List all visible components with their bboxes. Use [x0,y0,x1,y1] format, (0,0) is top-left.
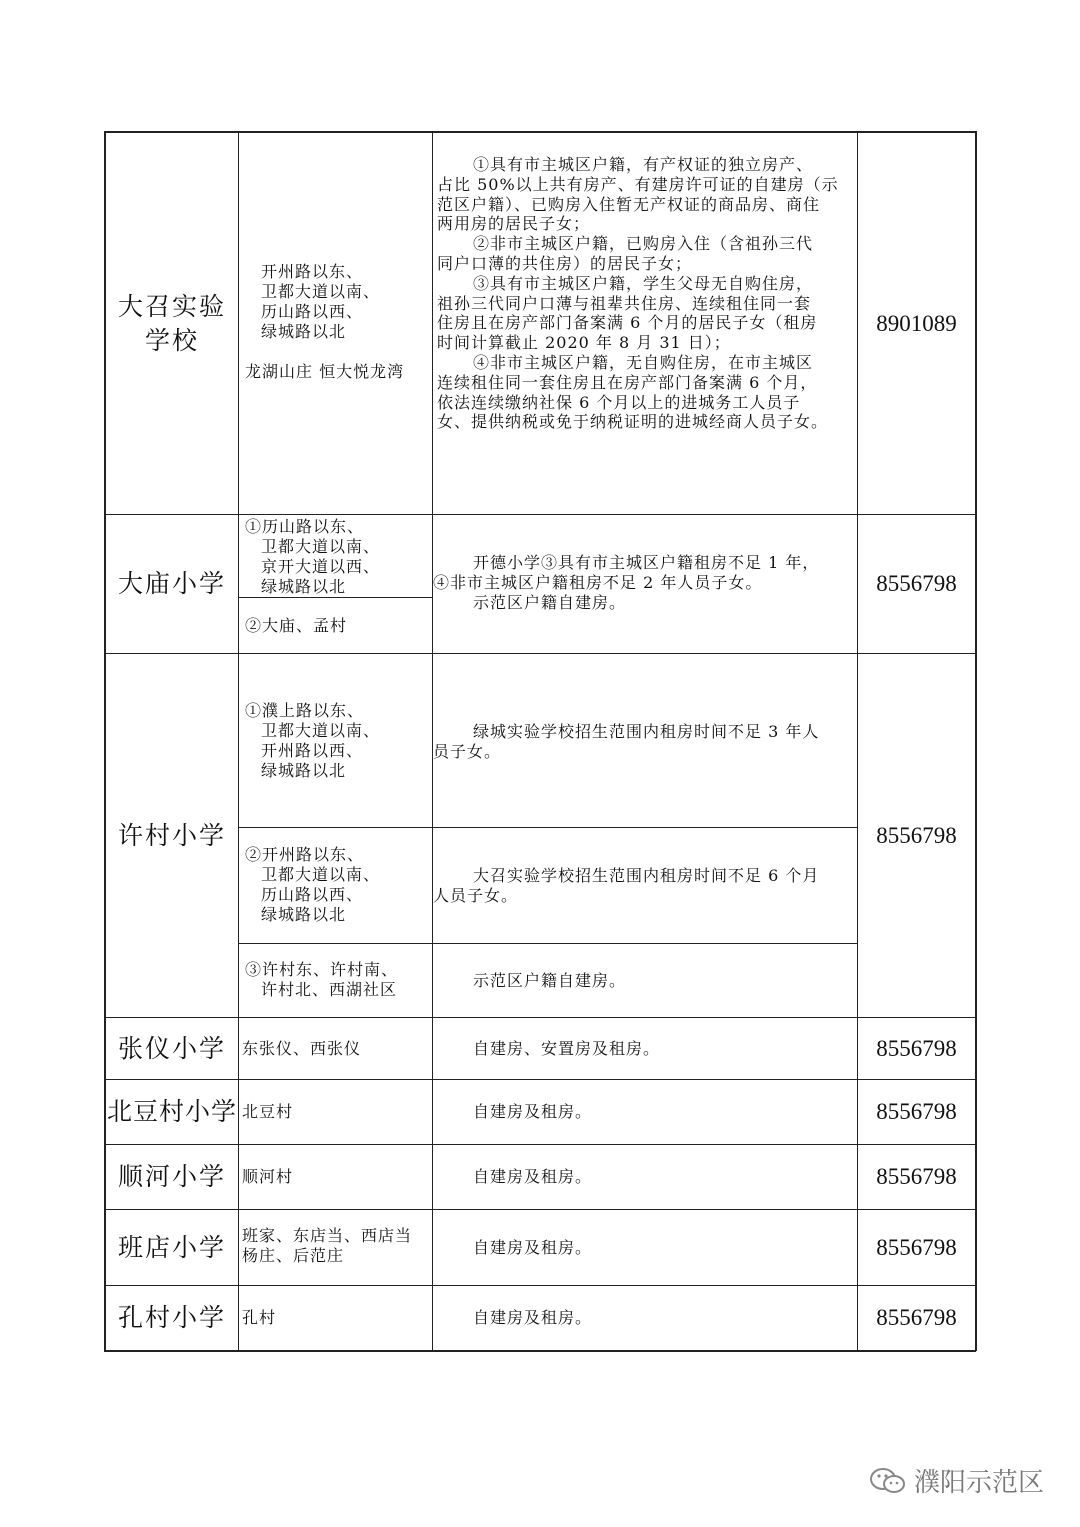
enrollment-policy [433,722,857,767]
enrollment-area [239,598,432,653]
policy-line: 两用房的居民子女； [437,214,591,234]
policy-line: ①具有市主城区户籍，有产权证的独立房产、 [473,155,814,174]
enrollment-area [239,517,432,597]
enrollment-policy [433,1210,857,1285]
policy-line: 时间计算截止 2020 年 8 月 31 日）； [437,333,731,353]
area-line: ②大庙、孟村 [245,615,348,635]
contact-phone: 8901089 [876,310,957,336]
policy-line: 开德小学③具有市主城区户籍租房不足 1 年， [473,553,820,572]
enrollment-area [239,845,432,935]
enrollment-area [239,1226,432,1271]
school-name: 孔村小学 [117,1303,226,1332]
policy-line: 人员子女。 [433,885,519,905]
area-line: 杨庄、后范庄 [242,1246,345,1265]
area-line: 卫都大道以南、 [261,721,381,740]
watermark [868,1462,1044,1499]
enrollment-policy [433,944,857,1017]
area-line: 北豆村 [242,1102,294,1121]
area-line: 卫都大道以南、 [261,537,381,556]
policy-line: 示范区户籍自建房。 [473,592,627,612]
area-line: 许村北、西湖社区 [261,980,398,999]
policy-line: 员子女。 [433,741,502,761]
area-line: 开州路以东、 [261,262,364,281]
table-border-bottom [104,1350,976,1352]
area-line: 顺河村 [242,1167,294,1186]
sub-row-divider [238,827,857,828]
area-line: 班家、东店当、西店当 [242,1226,413,1245]
policy-line: ④非市主城区户籍租房不足 2 年人员子女。 [433,572,763,592]
enrollment-area [239,262,432,402]
enrollment-policy [433,1080,857,1144]
policy-line: 祖孙三代同户口薄与祖辈共住房、连续租住同一套 [437,293,812,313]
area-line: 孔村 [242,1308,277,1327]
area-line: ②开州路以东、 [245,845,365,864]
enrollment-area [239,960,432,1005]
contact-phone: 8556798 [876,1234,957,1260]
enrollment-policy [433,553,857,623]
table-border-right [975,131,977,1351]
enrollment-policy [433,1286,857,1350]
school-name: 班店小学 [117,1232,226,1262]
policy-line: 同户口薄的共住房）的居民子女； [437,253,693,273]
area-line: 历山路以西、 [261,885,364,904]
contact-phone: 8556798 [876,1305,957,1330]
area-line: 绿城路以北 [261,905,347,924]
area-line: 龙湖山庄 恒大悦龙湾 [245,362,405,381]
enrollment-area [239,701,432,791]
policy-line: 住房且在房产部门备案满 6 个月的居民子女（租房 [437,313,818,333]
policy-line: 女、提供纳税或免于纳税证明的进城经商人员子女。 [437,412,829,432]
area-line: 开州路以西、 [261,741,364,760]
policy-line: 绿城实验学校招生范围内租房时间不足 3 年人 [473,722,820,741]
wechat-icon [868,1466,908,1496]
policy-line: 依法连续缴纳社保 6 个月以上的进城务工人员子 [437,392,801,412]
policy-line: 自建房及租房。 [473,1237,593,1257]
area-line: 绿城路以北 [261,322,347,341]
policy-line: 大召实验学校招生范围内租房时间不足 6 个月 [473,866,820,885]
enrollment-area [239,1080,432,1144]
policy-line: 自建房及租房。 [473,1167,593,1187]
area-line: 绿城路以北 [261,761,347,780]
enrollment-area [239,1018,432,1079]
enrollment-policy [433,866,857,911]
contact-phone: 8556798 [876,822,957,848]
enrollment-area [239,1286,432,1350]
area-line: 东张仪、西张仪 [242,1038,362,1058]
area-line: 历山路以西、 [261,302,364,321]
contact-phone: 8556798 [876,1099,957,1124]
contact-phone: 8556798 [876,571,957,596]
watermark-text: 濮阳示范区 [914,1468,1045,1498]
policy-line: 占比 50%以上共有房产、有建房许可证的自建房（示 [437,174,839,194]
school-name: 北豆村小学 [106,1097,237,1126]
school-name [106,133,238,514]
area-line: ③许村东、许村南、 [245,960,399,979]
enrollment-policy [433,155,857,455]
policy-line: ②非市主城区户籍，已购房入住（含祖孙三代 [473,234,814,254]
school-name: 张仪小学 [117,1033,226,1063]
area-line: 京开大道以西、 [261,557,381,576]
enrollment-policy [433,1145,857,1209]
school-name: 顺河小学 [117,1162,226,1191]
school-name-text: 大召实验学校 [117,291,226,355]
policy-line: ③具有市主城区户籍，学生父母无自购住房， [473,273,814,293]
policy-line: 自建房、安置房及租房。 [473,1038,661,1058]
enrollment-area [239,1145,432,1209]
area-line: 绿城路以北 [261,577,347,596]
area-line: ①濮上路以东、 [245,701,365,720]
policy-line: 自建房及租房。 [473,1102,593,1122]
contact-phone: 8556798 [876,1035,957,1061]
enrollment-policy [433,1018,857,1079]
area-line: ①历山路以东、 [245,517,365,536]
area-line: 卫都大道以南、 [261,282,381,301]
contact-phone: 8556798 [876,1164,957,1189]
policy-line: 范区户籍）、已购房入住暂无产权证的商品房、商住 [437,194,821,214]
policy-line: ④非市主城区户籍，无自购住房，在市主城区 [473,352,814,372]
area-line: 卫都大道以南、 [261,865,381,884]
policy-line: 连续租住同一套住房且在房产部门备案满 6 个月， [437,372,818,392]
school-name: 许村小学 [117,820,226,850]
policy-line: 示范区户籍自建房。 [473,970,627,990]
policy-line: 自建房及租房。 [473,1308,593,1328]
school-name: 大庙小学 [117,569,226,598]
